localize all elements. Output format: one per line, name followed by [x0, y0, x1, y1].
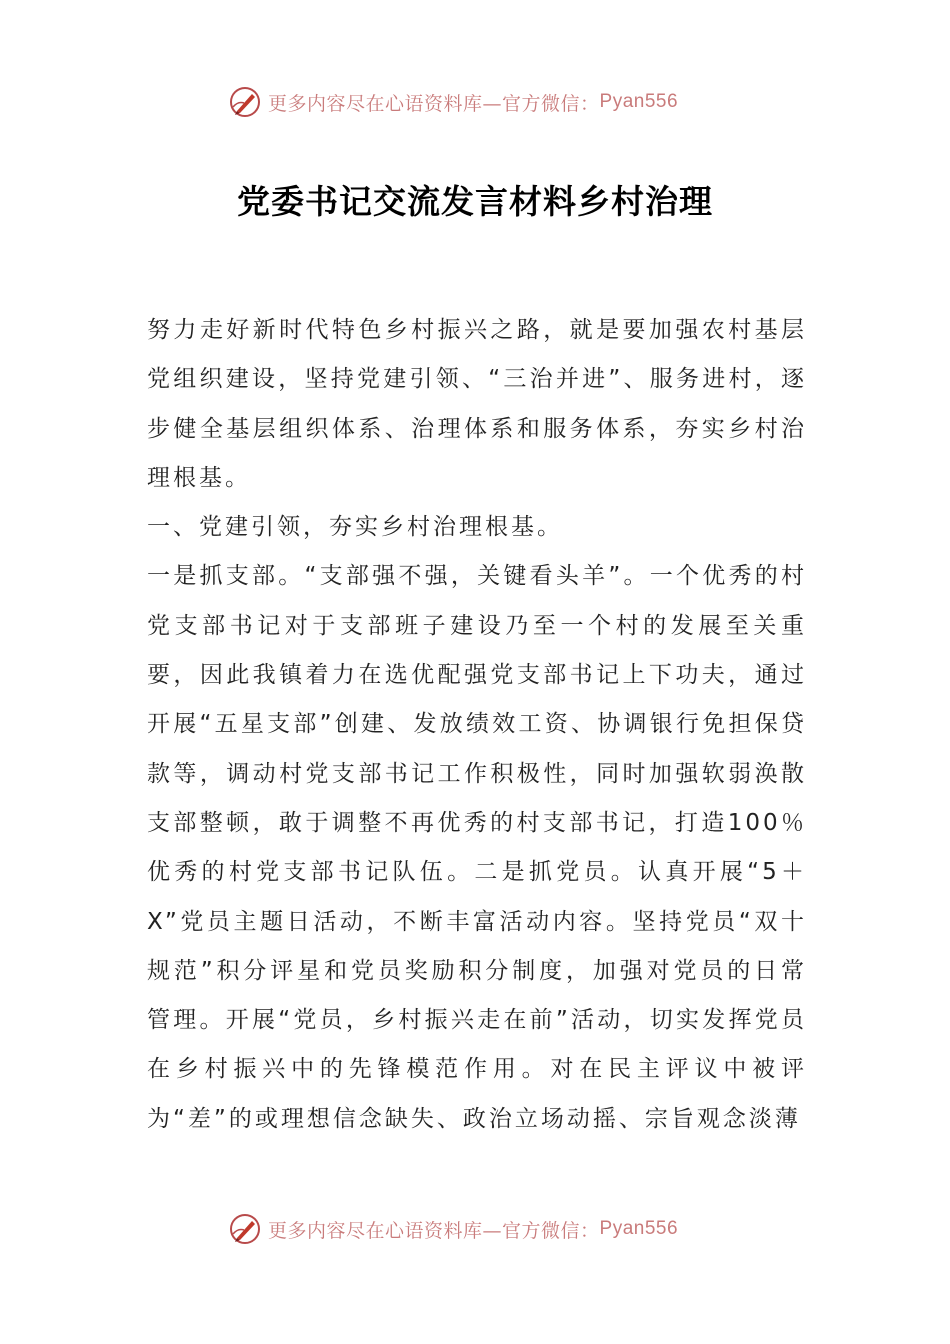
header-banner-text: 更多内容尽在心语资料库—官方微信： — [268, 92, 600, 115]
pen-logo-icon — [228, 1212, 262, 1246]
paragraph-intro: 努力走好新时代特色乡村振兴之路，就是要加强农村基层党组织建设，坚持党建引领、“三治并进”、服务进村，逐步健全基层组织体系、治理体系和服务体系，夯实乡村治理根基。 — [147, 317, 807, 491]
header-wechat-id: Pyan556 — [599, 91, 679, 112]
footer-banner-text: 更多内容尽在心语资料库—官方微信： — [268, 1219, 600, 1242]
paragraph-main: 一是抓支部。“支部强不强，关键看头羊”。一个优秀的村党支部书记对于支部班子建设乃至一个村的发展至关重要，因此我镇着力在选优配强党支部书记上下功夫，通过开展“五星支部”创建、发放绩效工资、协调银行免担保贷款等，调动村党支部书记工作积极性，同时加强软弱涣散支部整顿，敢于调整不再优秀的村支部书记，打造100％优秀的村党支部书记队伍。二是抓党员。认真开展“5＋X”党员主题日活动，不断丰富活动内容。坚持党员“双十规范”积分评星和党员奖励积分制度，加强对党员的日常管理。开展“党员，乡村振兴走在前”活动，切实发挥党员在乡村振兴中的先锋模范作用。对在民主评议中被评为“差”的或理想信念缺失、政治立场动摇、宗旨观念淡薄 — [147, 563, 807, 1132]
document-title: 党委书记交流发言材料乡村治理 — [237, 182, 713, 221]
footer-banner — [228, 1209, 748, 1249]
section-heading: 一、党建引领，夯实乡村治理根基。 — [147, 514, 563, 541]
pen-logo-icon — [228, 85, 262, 119]
footer-wechat-id: Pyan556 — [599, 1218, 679, 1239]
document-body — [147, 306, 807, 1144]
header-banner — [228, 82, 748, 122]
